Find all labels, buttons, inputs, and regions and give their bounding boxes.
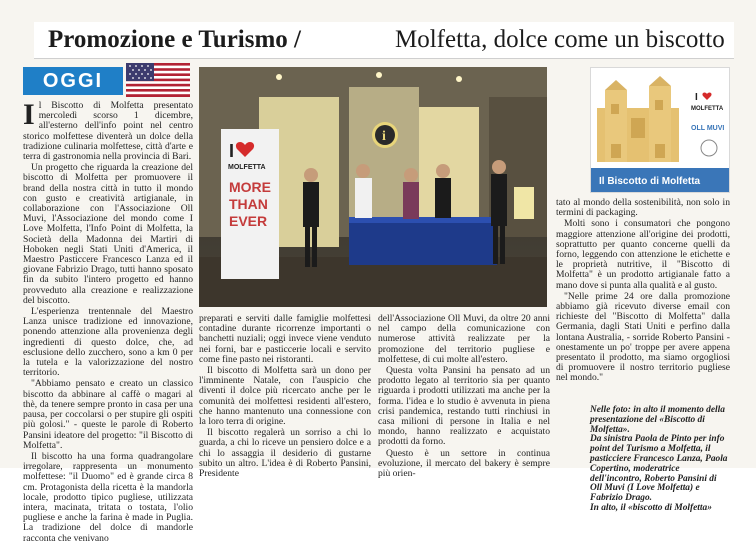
article-column-2 (199, 313, 371, 480)
svg-text:MOLFETTA: MOLFETTA (691, 106, 724, 112)
event-photo (199, 67, 547, 307)
article-column-4 (556, 198, 730, 403)
svg-text:MORE: MORE (229, 179, 271, 195)
column-1-paragraph: L'esperienza trentennale del Maestro Lanza unisce tradizione ed innovazione, ponendo attenzione alla provenienza degli ingredienti di questo dolce, che, ad esclusione dello zucchero, sono a km 0 per la tutela e la valorizzazione del nostro territorio. (23, 306, 193, 379)
column-1-paragraph: Il Biscotto di Molfetta presentato mercoledì scorso 1 dicembre, all'esterno dell'info point nel centro storico molfettese diventerà un dolce della tradizione culinaria molfettese, città d'arte e terra di gastronomia nella provincia di Bari. (23, 98, 193, 163)
article-column-3 (378, 313, 550, 480)
article-headline (34, 22, 734, 59)
column-4-paragraph: tato al mondo della sostenibilità, non solo in termini di packaging. (556, 197, 730, 219)
i-love-molfetta-banner (221, 129, 279, 279)
photo-caption (590, 406, 730, 514)
svg-text:I: I (229, 141, 235, 161)
headline-title: Molfetta, dolce come un biscotto (395, 26, 725, 53)
column-2-paragraph: Il biscotto di Molfetta sarà un dono per l'imminente Natale, con l'auspicio che diventi il dolce più ricercato anche per le comunità dei molfettesi residenti all'estero, che hanno mantenuto una connessione con la loro terra di origine. (199, 365, 371, 428)
column-2-paragraph: Il biscotto regalerà un sorriso a chi lo guarda, a chi lo riceve un pensiero dolce e a chi lo assaggia il desiderio di gustarne subito un altro. L'idea è di Roberto Pansini, Presidente (199, 427, 371, 480)
svg-text:EVER: EVER (229, 213, 268, 229)
column-1-paragraph: Il biscotto ha una forma quadrangolare irregolare, rappresenta un monumento molfettese: "il Duomo" ed è grande circa 8 cm. Protagonista della ricetta è la mandorla locale, prodotto tipico pugliese, utilizzata intera, macinata, tritata o tostata, l'olio pugliese e anche la farina è made in Puglia. La tradizione del dolce di mandorle racconta che venivano (23, 450, 193, 544)
svg-text:OLL MUVI: OLL MUVI (691, 125, 725, 132)
column-1-paragraph: "Abbiamo pensato e creato un classico biscotto da abbinare al caffè o magari al thè, da tenere sempre pronto in casa per una pausa, per coccolarsi o per stupire gli ospiti più golosi." - queste le parole di Roberto Pansini ideatore del progetto: "il Biscotto di Molfetta". (23, 378, 193, 451)
caption-line: In alto, il «biscotto di Molfetta» (590, 502, 712, 513)
caption-line: Da sinistra Paola de Pinto per info point del Turismo a Molfetta, il pasticciere Francesco Lanza, Paola Copertino, moderatrice dell'incontro, Roberto Pansini di Oll Muvi (I Love Molfetta) e Fabrizio Drago. (590, 434, 728, 504)
info-sign-icon (372, 122, 398, 148)
column-4-paragraph: "Nelle prime 24 ore dalla promozione abbiamo già ricevuto diverse email con richieste del "Biscotto di Molfetta" dalla Germania, dagli Stati Uniti e perfino dalla lontana Australia, - sorride Roberto Pansini - onestamente un po' troppe per avere appena presentato il prodotto, ma siamo orgogliosi di promuovere il nostro territorio pugliese nel mondo." (556, 290, 730, 384)
column-1-paragraph: Un progetto che riguarda la creazione del biscotto di Molfetta per promuovere il brand della nostra città in tutto il mondo con gusto e creatività artigianale, in collaborazione con l'Associazione Oll Muvi, l'Associazione del mondo come I Love Molfetta, l'Info Point di Molfetta, la Società della Madonna dei Martiri di Hoboken negli Stati Uniti d'America, il Maestro Pasticcere Francesco Lanza ed il giovane Fabrizio Drago, tutti hanno sposato fin da subito l'intero progetto ed hanno provveduto alla creazione e realizzazione del biscotto. (23, 162, 193, 306)
svg-text:THAN: THAN (229, 196, 268, 212)
oggi-logo (23, 67, 123, 95)
article-column-1 (23, 98, 193, 544)
column-4-paragraph: Molti sono i consumatori che pongono maggiore attenzione all'origine dei prodotti, soprattutto per quanto concerne quelli da forno, leggendo con attenzione le etichette e le proprietà nutritive, il "Biscotto di Molfetta" è un prodotto artigianale fatto a mano dove si punta alla qualità e al gusto. (556, 218, 730, 291)
us-flag-icon (126, 63, 190, 97)
biscotto-product-image (590, 67, 730, 193)
headline-section: Promozione e Turismo / (48, 26, 302, 53)
drop-cap: I (23, 98, 35, 131)
column-3-paragraph: Questa volta Pansini ha pensato ad un prodotto legato al territorio sia per quanto riguarda i prodotti utilizzati ma anche per la forma. l'idea e lo studio è avvenuta in piena crisi pandemica, restando tutti rinchiusi in casa milioni di persone in Italia e nel mondo, hanno realizzato e acquistato prodotti da forno. (378, 365, 550, 448)
product-label: Il Biscotto di Molfetta (599, 176, 701, 187)
column-3-paragraph: Questo è un settore in continua evoluzione, il mercato del bakery è sempre più orien- (378, 447, 550, 480)
svg-text:i: i (382, 129, 386, 144)
logo-text: OGGI (42, 69, 104, 92)
svg-text:MOLFETTA: MOLFETTA (228, 164, 266, 171)
svg-text:I: I (695, 92, 698, 103)
column-2-paragraph: preparati e serviti dalle famiglie molfettesi contadine durante ricorrenze importanti o banchetti nuziali; oggi invece viene venduto nei forni, bar e pasticcerie locali e servito come fine pasto nei ristoranti. (199, 313, 371, 365)
caption-line: Nelle foto: in alto il momento della presentazione del «Biscotto di Molfetta». (590, 405, 725, 435)
column-3-paragraph: dell'Associazione Oll Muvi, da oltre 20 anni nel campo della comunicazione con numerose attività realizzate per la promozione del territorio pugliese e molfettese, di cui molte all'estero. (378, 313, 550, 365)
